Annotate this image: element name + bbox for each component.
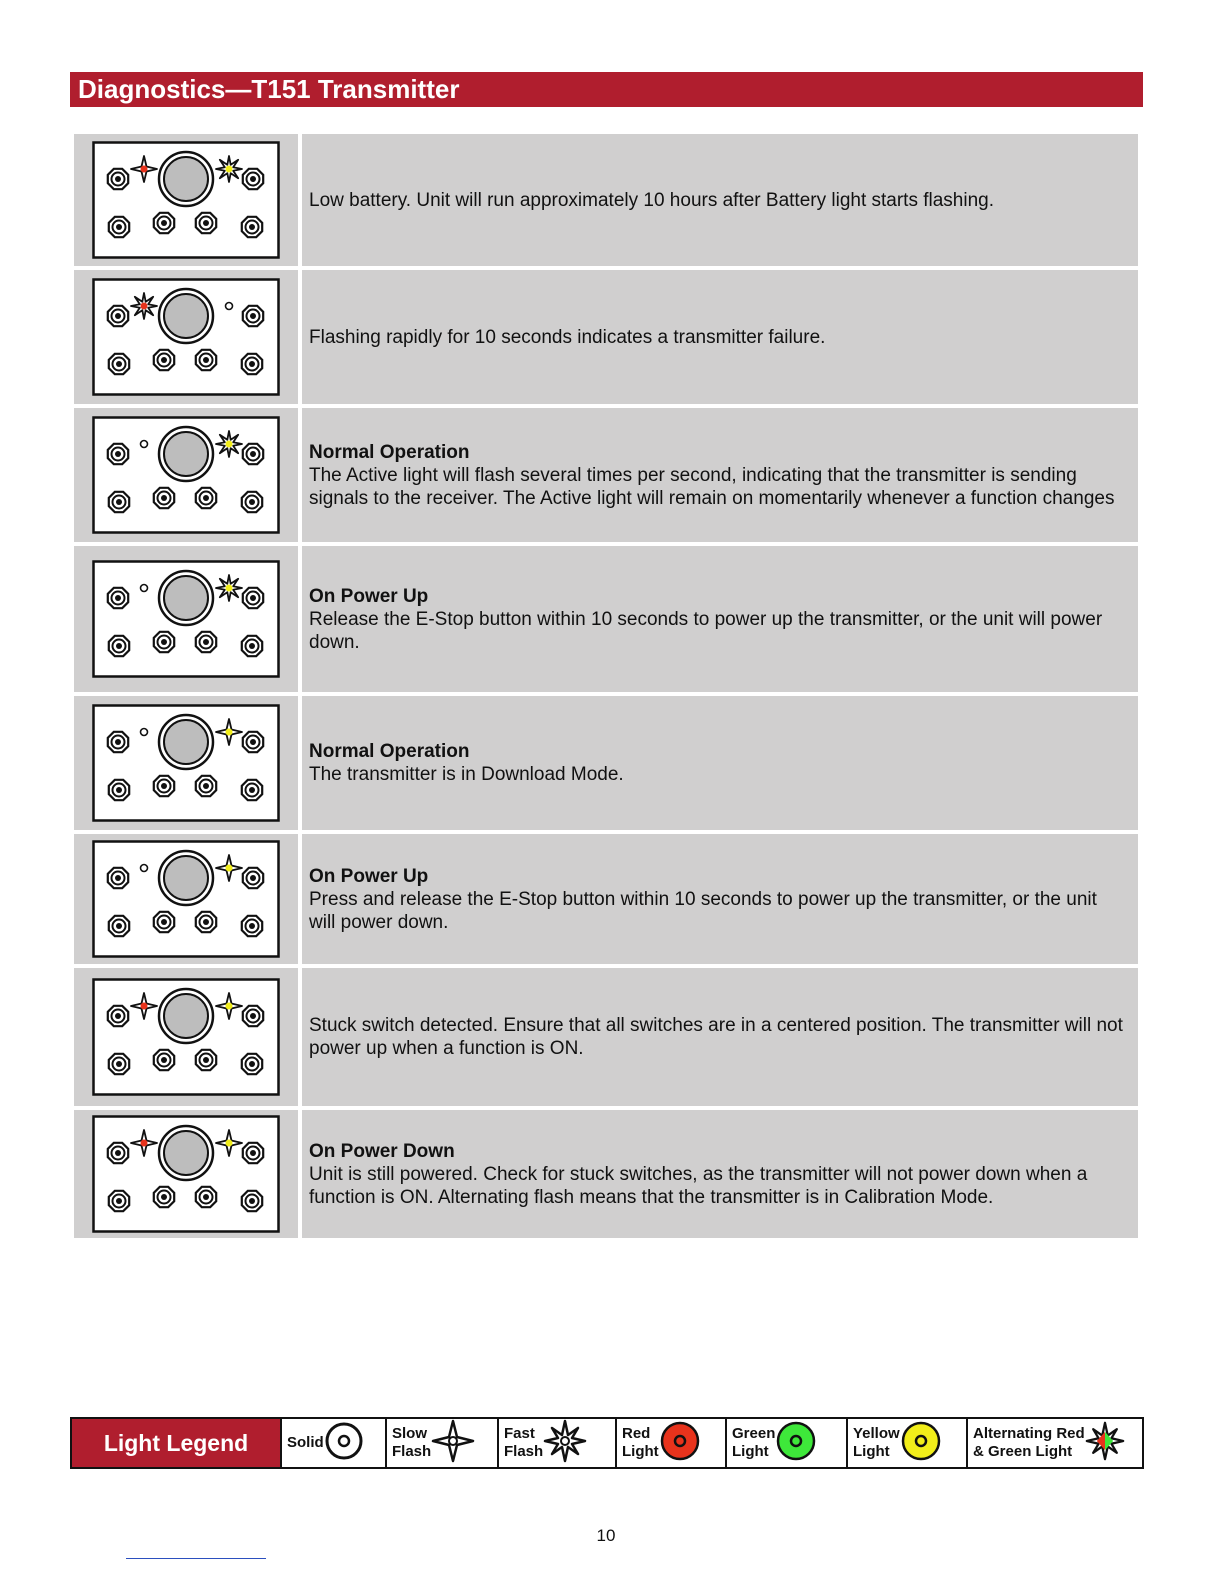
- estop-button-icon: [159, 289, 213, 343]
- transmitter-panel-icon: [92, 1115, 280, 1233]
- legend-item-fast-flash: [499, 1419, 617, 1467]
- switch-nut-icon: [154, 632, 174, 652]
- switch-nut-icon: [154, 776, 174, 796]
- row-heading: Normal Operation: [309, 441, 470, 463]
- switch-nut-icon: [196, 632, 216, 652]
- description-cell: [302, 968, 1138, 1106]
- description-cell: [302, 834, 1138, 964]
- estop-button-icon: [159, 571, 213, 625]
- description-cell: [302, 408, 1138, 542]
- row-description: Stuck switch detected. Ensure that all switches are in a centered position. The transmitter will not power up when a function is ON.: [309, 1015, 1123, 1059]
- description-cell: [302, 134, 1138, 266]
- switch-nut-icon: [108, 306, 128, 326]
- legend-label: Green Light: [732, 1425, 776, 1460]
- switch-nut-icon: [154, 350, 174, 370]
- transmitter-panel-icon: [92, 560, 280, 678]
- switch-nut-icon: [154, 1187, 174, 1207]
- row-description: The Active light will flash several times per second, indicating that the transmitter is sending signals to the receiver. The Active light will remain on momentarily whenever a function changes: [309, 464, 1115, 509]
- light-off-icon: [141, 729, 148, 736]
- legend-label: Slow Flash: [392, 1425, 432, 1460]
- transmitter-panel-cell: [74, 134, 298, 266]
- switch-nut-icon: [108, 444, 128, 464]
- legend-label: Yellow Light: [853, 1425, 900, 1460]
- switch-nut-icon: [196, 1187, 216, 1207]
- light-off-icon: [226, 303, 233, 310]
- switch-nut-icon: [108, 868, 128, 888]
- row-heading: Normal Operation: [309, 741, 470, 762]
- page-title: Diagnostics—T151 Transmitter: [70, 72, 1143, 107]
- transmitter-panel-cell: [74, 1110, 298, 1238]
- legend-item-solid: [282, 1419, 387, 1467]
- row-description: Release the E-Stop button within 10 seconds to power up the transmitter, or the unit will power down.: [309, 608, 1103, 653]
- switch-nut-icon: [108, 1143, 128, 1163]
- switch-nut-icon: [109, 492, 129, 512]
- switch-nut-icon: [243, 169, 263, 189]
- switch-nut-icon: [243, 868, 263, 888]
- fast-flash-red-light-icon: [131, 293, 157, 319]
- transmitter-panel-icon: [92, 141, 280, 259]
- switch-nut-icon: [196, 1050, 216, 1070]
- transmitter-panel-cell: [74, 834, 298, 964]
- legend-item-yellow-light: [848, 1419, 968, 1467]
- switch-nut-icon: [109, 217, 129, 237]
- estop-button-icon: [159, 989, 213, 1043]
- table-row: [74, 546, 1138, 692]
- switch-nut-icon: [154, 912, 174, 932]
- switch-nut-icon: [108, 732, 128, 752]
- light-off-icon: [141, 441, 148, 448]
- switch-nut-icon: [196, 488, 216, 508]
- fast-flash-yellow-light-icon: [216, 431, 242, 457]
- estop-button-icon: [159, 427, 213, 481]
- switch-nut-icon: [109, 636, 129, 656]
- light-off-icon: [141, 865, 148, 872]
- row-heading: On Power Up: [309, 585, 429, 607]
- switch-nut-icon: [243, 588, 263, 608]
- switch-nut-icon: [154, 488, 174, 508]
- row-description: Flashing rapidly for 10 seconds indicates a transmitter failure.: [309, 326, 826, 348]
- switch-nut-icon: [196, 350, 216, 370]
- legend-label: Fast Flash: [504, 1425, 544, 1460]
- description-cell: [302, 546, 1138, 692]
- estop-button-icon: [159, 715, 213, 769]
- switch-nut-icon: [108, 588, 128, 608]
- switch-nut-icon: [109, 1191, 129, 1211]
- fast-flash-icon: [543, 1419, 593, 1468]
- yellow-light-icon: [900, 1420, 948, 1467]
- table-row: [74, 270, 1138, 404]
- red-light-icon: [659, 1420, 707, 1467]
- switch-nut-icon: [243, 1143, 263, 1163]
- table-row: [74, 134, 1138, 266]
- switch-nut-icon: [243, 444, 263, 464]
- light-legend: [70, 1417, 1144, 1469]
- transmitter-panel-icon: [92, 840, 280, 958]
- switch-nut-icon: [242, 1054, 262, 1074]
- estop-button-icon: [159, 851, 213, 905]
- table-row: [74, 408, 1138, 542]
- switch-nut-icon: [154, 213, 174, 233]
- switch-nut-icon: [243, 1006, 263, 1026]
- table-row: [74, 834, 1138, 964]
- switch-nut-icon: [242, 636, 262, 656]
- description-cell: [302, 696, 1138, 830]
- legend-label: Red Light: [622, 1425, 659, 1460]
- switch-nut-icon: [109, 916, 129, 936]
- estop-button-icon: [159, 152, 213, 206]
- legend-label: Alternating Red & Green Light: [973, 1425, 1085, 1460]
- switch-nut-icon: [242, 780, 262, 800]
- switch-nut-icon: [242, 354, 262, 374]
- transmitter-panel-cell: [74, 968, 298, 1106]
- row-description: The transmitter is in Download Mode.: [309, 764, 624, 785]
- legend-title: Light Legend: [72, 1419, 282, 1467]
- transmitter-panel-icon: [92, 416, 280, 534]
- switch-nut-icon: [242, 492, 262, 512]
- solid-light-icon: [324, 1421, 370, 1466]
- light-off-icon: [141, 585, 148, 592]
- description-cell: [302, 1110, 1138, 1238]
- switch-nut-icon: [196, 776, 216, 796]
- legend-label: Solid: [287, 1434, 324, 1451]
- switch-nut-icon: [196, 912, 216, 932]
- page-number: 10: [596, 1526, 616, 1545]
- switch-nut-icon: [242, 217, 262, 237]
- transmitter-panel-icon: [92, 278, 280, 396]
- switch-nut-icon: [243, 732, 263, 752]
- transmitter-panel-cell: [74, 546, 298, 692]
- row-description: Low battery. Unit will run approximately 10 hours after Battery light starts flashing.: [309, 189, 995, 211]
- fast-flash-yellow-light-icon: [216, 575, 242, 601]
- diagnostics-table: [74, 134, 1138, 1242]
- transmitter-panel-cell: [74, 408, 298, 542]
- row-description: Press and release the E-Stop button within 10 seconds to power up the transmitter, or the unit will power down.: [309, 888, 1097, 933]
- footer-link-underline: [126, 1558, 266, 1559]
- row-heading: On Power Up: [309, 865, 429, 887]
- transmitter-panel-cell: [74, 696, 298, 830]
- green-light-icon: [775, 1420, 823, 1467]
- table-row: [74, 1110, 1138, 1238]
- fast-flash-yellow-light-icon: [216, 156, 242, 182]
- description-cell: [302, 270, 1138, 404]
- switch-nut-icon: [243, 306, 263, 326]
- row-description: Unit is still powered. Check for stuck switches, as the transmitter will not power down when a function is ON. Alternating flash means that the transmitter is in Calibration Mode.: [309, 1163, 1088, 1208]
- transmitter-panel-icon: [92, 978, 280, 1096]
- switch-nut-icon: [242, 916, 262, 936]
- table-row: [74, 696, 1138, 830]
- alternating-light-icon: [1085, 1419, 1131, 1468]
- legend-item-green-light: [727, 1419, 848, 1467]
- switch-nut-icon: [109, 780, 129, 800]
- slow-flash-icon: [431, 1419, 481, 1468]
- switch-nut-icon: [109, 1054, 129, 1074]
- estop-button-icon: [159, 1126, 213, 1180]
- legend-item-red-light: [617, 1419, 727, 1467]
- switch-nut-icon: [109, 354, 129, 374]
- table-row: [74, 968, 1138, 1106]
- transmitter-panel-cell: [74, 270, 298, 404]
- transmitter-panel-icon: [92, 704, 280, 822]
- switch-nut-icon: [196, 213, 216, 233]
- legend-item-alternating-light: [968, 1419, 1142, 1467]
- switch-nut-icon: [108, 1006, 128, 1026]
- switch-nut-icon: [242, 1191, 262, 1211]
- row-heading: On Power Down: [309, 1140, 455, 1162]
- legend-item-slow-flash: [387, 1419, 499, 1467]
- switch-nut-icon: [108, 169, 128, 189]
- switch-nut-icon: [154, 1050, 174, 1070]
